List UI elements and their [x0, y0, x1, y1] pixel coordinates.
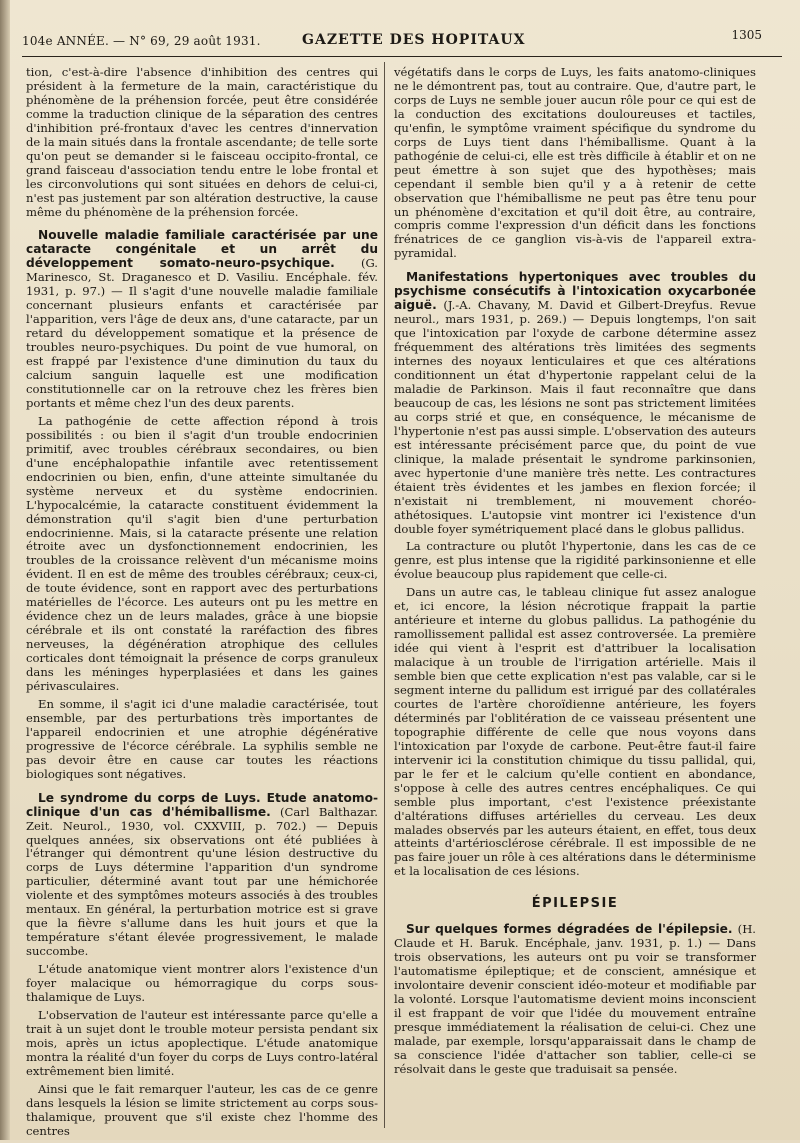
column-divider	[384, 62, 385, 1128]
article-text: — Il s'agit d'une nouvelle maladie familiale concernant plusieurs enfants et caractérisée par l'apparition, vers l'âge de deux ans, d'une cataracte, par un retard du développement somatique et la présence de troubles neuro-psychiques. Du point de vue humoral, on est frappé par l'existence d'une diminution du taux du calcium sanguin laquelle est une modification constitutionnelle car on la retrouve chez les frères bien portants et même chez l'un des deux parents.	[26, 284, 379, 410]
article-title: Sur quelques formes dégradées de l'épilepsie.	[406, 922, 733, 937]
article-reference: (Carl Balthazar. Zeit. Neurol., 1930, vol. CXXVIII, p. 702.)	[26, 804, 378, 833]
paragraph: La pathogénie de cette affection répond à trois possibilités : ou bien il s'agit d'un trouble endocrinien primitif, avec troubles cérébraux secondaires, ou bien d'une encéphalopathie infantile avec retentissement endocrinien ou bien, enfin, d'une atteinte simultanée du système nerveux et du système endocrinien. L'hypocalcémie, la cataracte constituent évidemment la démonstration qu'il s'agit bien d'une perturbation endocrinienne. Mais, si la cataracte présente une relation étroite avec un dysfonctionnement endocrinien, les troubles de la croissance relèvent d'un mécanisme moins évident. Il en est de même des troubles cérébraux; ceux-ci, de toute évidence, sont en rapport avec des perturbations matérielles de l'écorce. Les auteurs ont pu les mettre en évidence chez un de leurs malades, grâce à une biopsie cérébrale et ils ont constaté la raréfaction des fibres nerveuses, la dégénération atrophique des cellules corticales dont témoignait la présence de corps granuleux dans les méninges hyperplasiées et dans les gaines périvasculaires.	[26, 413, 378, 693]
continued-text: végétatifs dans le corps de Luys, les faits anatomo-cliniques ne le démontrent pas, tout au contraire. Que, d'autre part, le corps de Luys ne semble jouer aucun rôle pour ce qui est de la conduction des excitations douloureuses et tactiles, qu'enfin, le symptôme vraiment spécifique du syndrome du corps de Luys tient dans l'hémiballisme. Quant à la pathogénie de celui-ci, elle est très difficile à établir et on ne peut émettre à son sujet que des hypothèses; mais cependant il semble bien qu'il y a à retenir de cette observation que l'hémiballisme ne peut pas être tenu pour un phénomène d'excitation et qu'il doit être, au contraire, compris comme l'expression d'un déficit dans les fonctions frénatrices de ce ganglion vis-à-vis de l'appareil extra-pyramidal.	[394, 65, 756, 261]
article-title: Le syndrome du corps de Luys. Etude anatomo-clinique d'un cas d'hémiballisme.	[26, 790, 378, 819]
article-hypertonie	[394, 271, 756, 879]
right-column	[394, 66, 756, 1081]
paragraph: La contracture ou plutôt l'hypertonie, dans les cas de ce genre, est plus intense que la rigidité parkinsonienne et elle évolue beaucoup plus rapidement que celle-ci.	[394, 539, 756, 582]
page-header	[22, 28, 782, 54]
continued-text: tion, c'est-à-dire l'absence d'inhibition des centres qui président à la fermeture de la main, caractéristique du phénomène de la préhension forcée, peut être considérée comme la traduction clinique de la séparation des centres d'inhibition pré-frontaux d'avec les centres d'innervation de la main situés dans la frontale ascendante; de telle sorte qu'on peut se demander si le faisceau occipito-frontal, ce grand faisceau d'association tendu entre le lobe frontal et les circonvolutions qui sont situées en dehors de celui-ci, n'est pas justement par son altération destructive, la cause même du phénomène de la préhension forcée.	[26, 65, 378, 219]
article-body	[394, 923, 756, 1076]
article-reference: (H. Claude et H. Baruk. Encéphale, janv. 1931, p. 1.)	[394, 922, 756, 951]
paragraph: Dans un autre cas, le tableau clinique fut assez analogue et, ici encore, la lésion nécrotique frappait la partie antérieure et interne du globus pallidus. La pathogénie du ramollissement pallidal est assez controversée. La première idée qui vient à l'esprit est d'attribuer la localisation malacique à un trouble de l'irrigation artérielle. Mais il semble bien que cette explication n'est pas valable, car si le segment interne du pallidum est irrigué par des collatérales courtes de l'artère choroïdienne antérieure, les foyers déterminés par l'oblitération de ce vaisseau présentent une topographie différente de celle que nous voyons dans l'intoxication par l'oxyde de carbone. Peut-être faut-il faire intervenir ici la constitution chimique du tissu pallidal, qui, par le fer et le calcium qu'elle contient en abondance, s'oppose à celle des autres centres encéphaliques. Ce qui semble plus important, c'est l'existence préexistante d'altérations diffuses artérielles du cerveau. Les deux malades observés par les auteurs étaient, en effet, tous deux atteints d'artériosclérose cérébrale. Il est impossible de ne pas faire jouer un rôle à ces altérations dans le déterminisme et la localisation de ces lésions.	[394, 585, 756, 879]
article-title: Nouvelle maladie familiale caractérisée par une cataracte congénitale et un arrêt du développement somato-neuro-psychique.	[26, 228, 378, 271]
article-reference: (J.-A. Chavany, M. David et Gilbert-Dreyfus. Revue neurol., mars 1931, p. 269.)	[394, 298, 756, 327]
article-text: — Dans trois observations, les auteurs ont pu voir se transformer l'automatisme épileptique; et de conscient, amnésique et involontaire devenir conscient idéo-moteur et modifiable par la volonté. Lorsque l'automatisme devient moins inconscient il est frappant de voir que l'idée du mouvement entraîne presque immédiatement la réalisation de celui-ci. Chez une malade, par exemple, lorsqu'apparaissait dans le champ de sa conscience l'idée d'attacher son tablier, celle-ci se résolvait dans le geste que traduisait sa pensée.	[394, 936, 757, 1076]
article-corps-de-luys	[26, 792, 378, 1139]
journal-title: GAZETTE DES HOPITAUX	[302, 32, 526, 48]
article-text: — Depuis longtemps, l'on sait que l'intoxication par l'oxyde de carbone détermine assez fréquemment des altérations très limitées des segments internes des noyaux lenticulaires et que ces altérations conditionnent un état d'hypertonie rappelant celui de la maladie de Parkinson. Mais il faut reconnaître que dans beaucoup de cas, les lésions ne sont pas strictement limitées au corps strié et que, en conséquence, le mécanisme de l'hypertonie n'est pas aussi simple. L'observation des auteurs est intéressante précisément parce que, du point de vue clinique, la malade présentait le syndrome parkinsonien, avec hypertonie d'une manière très nette. Les contractures étaient très évidentes et les jambes en flexion forcée; il n'existait ni tremblement, ni mouvement choréo-athétosiques. L'autopsie vint montrer ici l'existence d'un double foyer symétriquement placé dans le globus pallidus.	[394, 312, 756, 536]
article-body	[26, 229, 378, 410]
article-reference: (G. Marinesco, St. Draganesco et D. Vasiliu. Encéphale. fév. 1931, p. 97.)	[26, 256, 378, 299]
left-column	[26, 66, 378, 1143]
issue-line: 104e ANNÉE. — N° 69, 29 août 1931.	[22, 34, 261, 48]
article-title: Manifestations hypertoniques avec troubles du psychisme consécutifs à l'intoxication oxycarbonée aiguë.	[394, 270, 756, 313]
section-heading: ÉPILEPSIE	[531, 896, 619, 912]
paragraph: En somme, il s'agit ici d'une maladie caractérisée, tout ensemble, par des perturbations très importantes de l'appareil endocrinien et une atrophie dégénérative progressive de l'écorce cérébrale. La syphilis semble ne pas devoir être en cause car toutes les réactions biologiques sont négatives.	[26, 696, 378, 781]
article-cataracte	[26, 229, 378, 781]
header-rule	[22, 56, 782, 57]
article-epilepsie	[394, 923, 756, 1076]
article-body	[394, 271, 756, 536]
binding-shadow	[0, 0, 10, 1140]
article-text: — Depuis quelques années, six observations ont été publiées à l'étranger qui démontrent qu'une lésion destructive du corps de Luys détermine l'apparition d'un syndrome particulier, déterminé avant tout par une hémichorée violente et des symptômes moteurs associés à des troubles mentaux. En général, la perturbation motrice est si grave que la fièvre s'allume dans les huit jours et que la température s'étant élevée progressivement, le malade succombe.	[26, 818, 379, 959]
article-body	[26, 792, 378, 959]
paragraph: Ainsi que le fait remarquer l'auteur, les cas de ce genre dans lesquels la lésion se limite strictement au corps sous-thalamique, prouvent que s'il existe chez l'homme des centres	[26, 1081, 378, 1138]
page-number: 1305	[731, 28, 762, 42]
paragraph: L'observation de l'auteur est intéressante parce qu'elle a trait à un sujet dont le trouble moteur persista pendant six mois, après un ictus apoplectique. L'étude anatomique montra la réalité d'un foyer du corps de Luys contro-latéral extrêmement bien limité.	[26, 1007, 378, 1078]
paragraph: L'étude anatomique vient montrer alors l'existence d'un foyer malacique ou hémorragique du corps sous-thalamique de Luys.	[26, 962, 378, 1004]
